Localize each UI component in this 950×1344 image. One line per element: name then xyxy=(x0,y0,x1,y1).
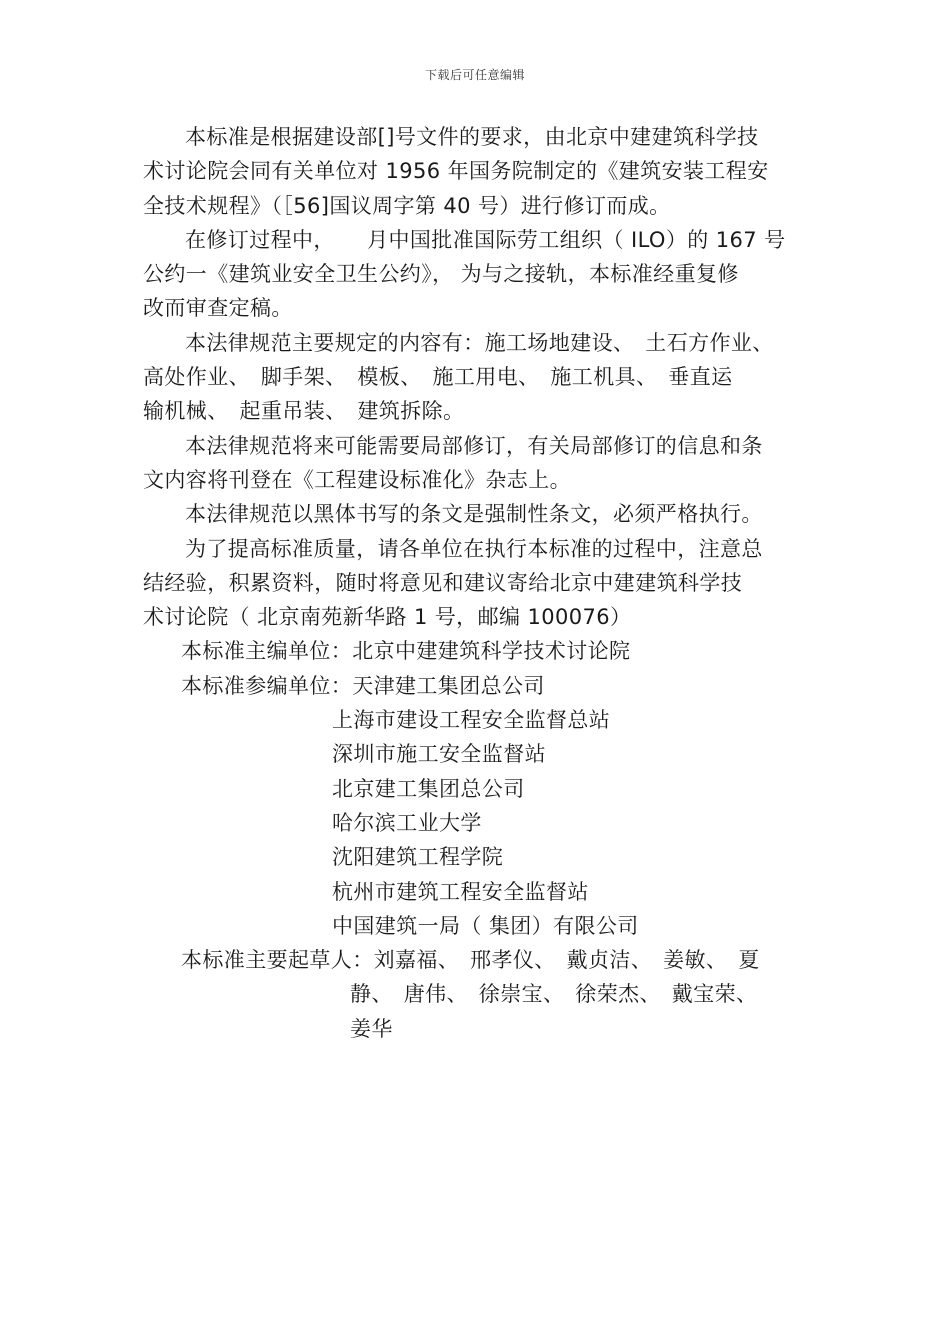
participating-org: 哈尔滨工业大学 xyxy=(332,810,482,835)
paragraph-line: 结经验，积累资料，随时将意见和建议寄给北京中建建筑科学技 xyxy=(143,570,743,595)
page-header: 下载后可任意编辑 xyxy=(424,68,525,82)
paragraph-future-revision xyxy=(143,429,813,498)
paragraph-feedback xyxy=(143,532,813,635)
paragraph-line: 本标准是根据建设部[]号文件的要求，由北京中建建筑科学技 xyxy=(185,125,759,149)
paragraph-line: 在修订过程中， 月中国批准国际劳工组织（ ILO）的 167 号 xyxy=(185,227,786,252)
drafters-continuation: 姜华 xyxy=(350,1016,393,1041)
participating-org: 中国建筑一局（ 集团）有限公司 xyxy=(332,913,639,938)
paragraph-line: 文内容将刊登在《工程建设标准化》杂志上。 xyxy=(143,467,571,492)
participating-org: 杭州市建筑工程安全监督站 xyxy=(332,879,589,904)
paragraph-line: 高处作业、 脚手架、 模板、 施工用电、 施工机具、 垂直运 xyxy=(143,365,733,390)
paragraph-line: 本法律规范将来可能需要局部修订，有关局部修订的信息和条 xyxy=(185,433,763,458)
paragraph-line: 本法律规范以黑体书写的条文是强制性条文，必须严格执行。 xyxy=(185,502,763,527)
paragraph-line: 输机械、 起重吊装、 建筑拆除。 xyxy=(143,399,465,424)
paragraph-line: 术讨论院（ 北京南苑新华路 1 号，邮编 100076） xyxy=(143,605,632,630)
paragraph-line: 全技术规程》（［56]国议周字第 40 号）进行修订而成。 xyxy=(143,193,671,218)
paragraph-revision xyxy=(143,223,813,326)
document-body xyxy=(143,120,813,1046)
paragraph-line: 为了提高标准质量，请各单位在执行本标准的过程中，注意总 xyxy=(185,536,763,561)
paragraph-contents xyxy=(143,326,813,429)
paragraph-basis xyxy=(143,120,813,223)
participating-org: 深圳市施工安全监督站 xyxy=(332,742,546,767)
paragraph-line: 改而审查定稿。 xyxy=(143,296,293,321)
chief-editor-line: 本标准主编单位：北京中建建筑科学技术讨论院 xyxy=(181,639,631,664)
paragraph-line: 本法律规范主要规定的内容有：施工场地建设、 土石方作业、 xyxy=(185,330,774,355)
paragraph-line: 术讨论院会同有关单位对 1956 年国务院制定的《建筑安装工程安 xyxy=(143,159,769,184)
paragraph-line: 公约一《建筑业安全卫生公约》， 为与之接轨，本标准经重复修 xyxy=(143,262,739,287)
participating-org: 上海市建设工程安全监督总站 xyxy=(332,708,611,733)
paragraph-mandatory xyxy=(143,497,813,531)
participating-units-line: 本标准参编单位：天津建工集团总公司 xyxy=(181,673,545,698)
drafters-continuation: 静、 唐伟、 徐崇宝、 徐荣杰、 戴宝荣、 xyxy=(350,982,758,1007)
participating-org: 北京建工集团总公司 xyxy=(332,776,525,801)
participating-org: 沈阳建筑工程学院 xyxy=(332,845,504,870)
drafters-line: 本标准主要起草人：刘嘉福、 邢孝仪、 戴贞洁、 姜敏、 夏 xyxy=(181,948,760,973)
